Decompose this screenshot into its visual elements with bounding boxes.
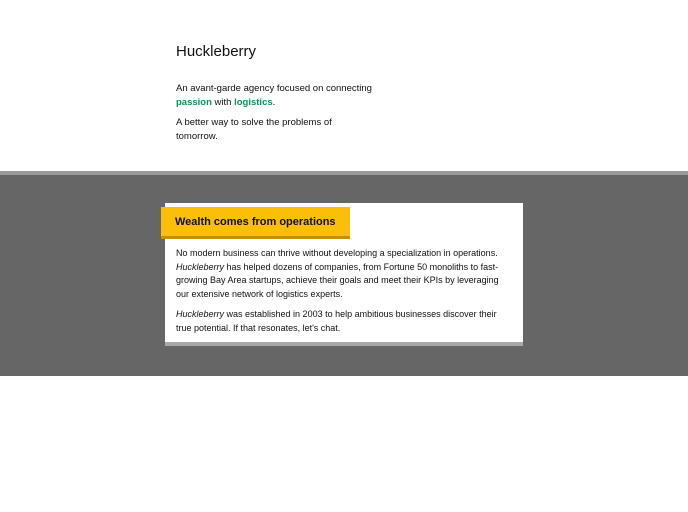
- feature-paragraph-2: [176, 308, 512, 335]
- feature-p1-prefix: No modern business can thrive without developing a specialization in operations.: [176, 248, 498, 258]
- feature-p2-brand: Huckleberry: [176, 308, 225, 319]
- feature-paragraph-1: [176, 247, 512, 302]
- feature-card: [165, 203, 523, 346]
- feature-p2-suffix: was established in 2003 to help ambitious businesses discover their true potential. If that resonates, let's chat.: [176, 308, 497, 333]
- tagline-logistics: logistics: [234, 96, 273, 108]
- tagline: [176, 82, 376, 109]
- feature-p1-suffix: has helped dozens of companies, from Fortune 50 monoliths to fast-growing Bay Area startups, achieve their goals and meet their KPIs by leveraging our extensive network of logistics experts.: [176, 261, 499, 300]
- feature-title: Wealth comes from operations: [175, 215, 336, 228]
- feature-title-badge: [161, 207, 350, 236]
- tagline-prefix: An avant-garde agency focused on connecting: [176, 83, 372, 94]
- tagline-passion: passion: [176, 96, 212, 108]
- tagline-middle: with: [211, 96, 235, 108]
- tagline-suffix: .: [272, 96, 276, 108]
- feature-body: [176, 247, 512, 341]
- feature-p1-brand: Huckleberry: [176, 261, 225, 272]
- brand-title: Huckleberry: [176, 43, 257, 60]
- subline: A better way to solve the problems of tomorrow.: [176, 117, 332, 142]
